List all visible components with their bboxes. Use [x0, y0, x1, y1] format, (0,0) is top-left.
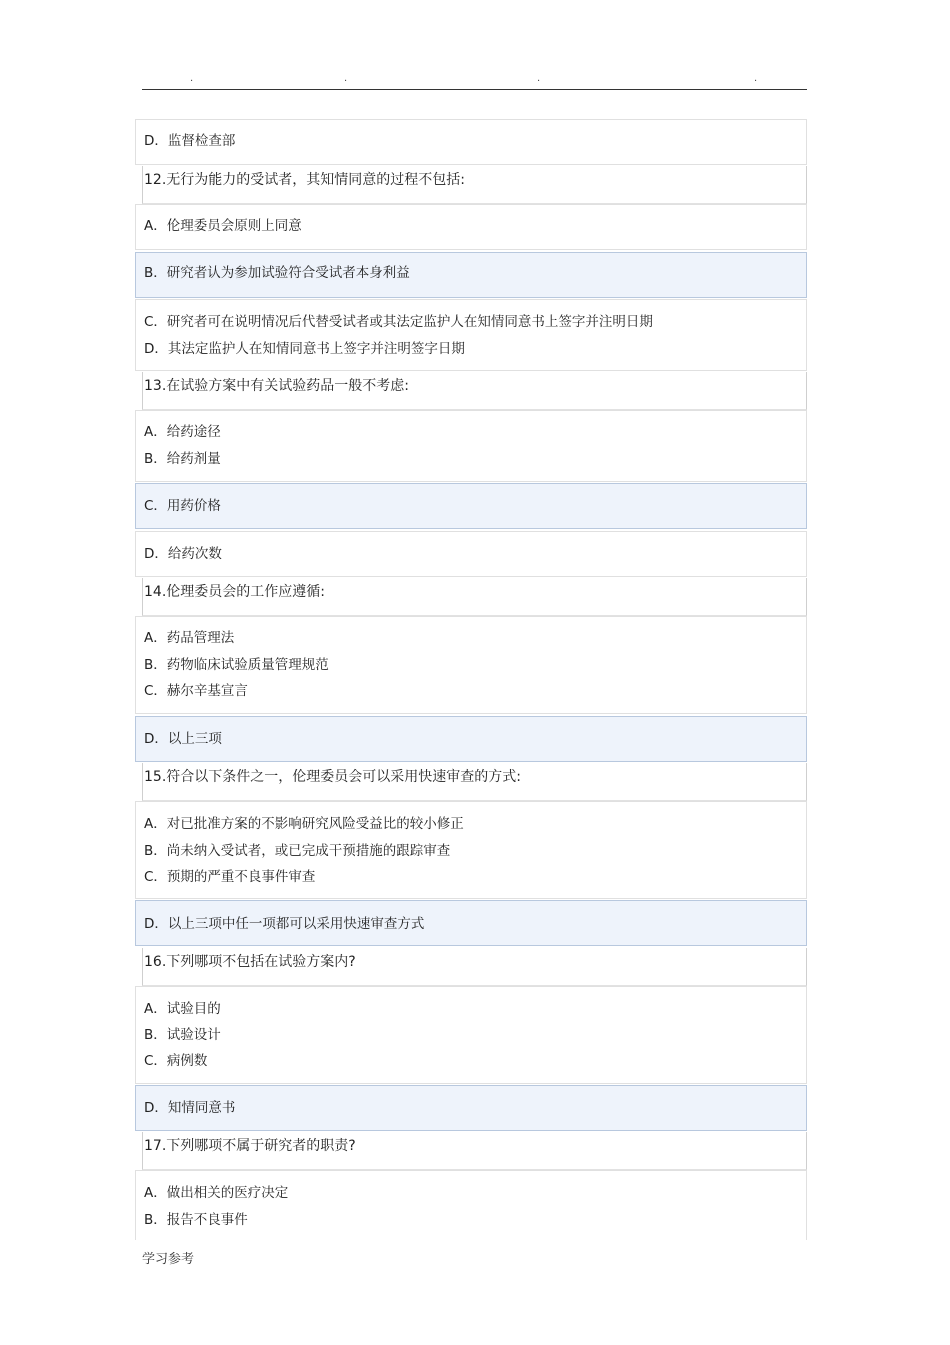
q15-option-box[interactable]: [135, 801, 807, 899]
q13-option-a[interactable]: A．给药途径: [144, 424, 221, 440]
q14-option-box[interactable]: [135, 616, 807, 714]
header-dot: .: [537, 73, 541, 84]
q13-option-c[interactable]: C．用药价格: [144, 498, 221, 514]
q17-title: 17.下列哪项不属于研究者的职责?: [142, 1132, 807, 1170]
q11-option-d[interactable]: D．监督检查部: [144, 133, 236, 149]
q13-option-box[interactable]: [135, 410, 807, 482]
q15-option-box-highlighted[interactable]: [135, 900, 807, 946]
q15-option-d[interactable]: D．以上三项中任一项都可以采用快速审查方式: [144, 916, 425, 932]
header-dot: .: [190, 73, 194, 84]
q16-title: 16.下列哪项不包括在试验方案内?: [142, 948, 807, 986]
q13-option-d[interactable]: D．给药次数: [144, 546, 222, 562]
q12-option-box[interactable]: [135, 204, 807, 250]
q12-option-a[interactable]: A．伦理委员会原则上同意: [144, 218, 302, 234]
page-footer: 学习参考: [142, 1252, 195, 1267]
q13-title: 13.在试验方案中有关试验药品一般不考虑:: [142, 372, 807, 410]
q16-option-box[interactable]: [135, 986, 807, 1084]
q14-option-b[interactable]: B．药物临床试验质量管理规范: [144, 657, 329, 673]
q15-option-b[interactable]: B．尚未纳入受试者，或已完成干预措施的跟踪审查: [144, 843, 451, 859]
q14-option-a[interactable]: A．药品管理法: [144, 630, 235, 646]
q12-option-d[interactable]: D．其法定监护人在知情同意书上签字并注明签字日期: [144, 341, 465, 357]
q14-title: 14.伦理委员会的工作应遵循:: [142, 578, 807, 616]
header-dot: .: [754, 73, 758, 84]
q12-option-box[interactable]: [135, 299, 807, 371]
q17-option-box[interactable]: [135, 1170, 807, 1240]
q12-option-b[interactable]: B．研究者认为参加试验符合受试者本身利益: [144, 265, 410, 281]
q12-option-box-highlighted[interactable]: [135, 252, 807, 298]
q17-option-b[interactable]: B．报告不良事件: [144, 1212, 248, 1228]
q13-option-box[interactable]: [135, 531, 807, 577]
q15-option-a[interactable]: A．对已批准方案的不影响研究风险受益比的较小修正: [144, 816, 464, 832]
q16-option-b[interactable]: B．试验设计: [144, 1027, 221, 1043]
q13-option-box-highlighted[interactable]: [135, 483, 807, 529]
q16-option-d[interactable]: D．知情同意书: [144, 1100, 236, 1116]
q12-option-c[interactable]: C．研究者可在说明情况后代替受试者或其法定监护人在知情同意书上签字并注明日期: [144, 314, 653, 330]
q14-option-d[interactable]: D．以上三项: [144, 731, 222, 747]
q12-title: 12.无行为能力的受试者，其知情同意的过程不包括:: [142, 166, 807, 204]
header-dot: .: [344, 73, 348, 84]
q11-option-box[interactable]: [135, 119, 807, 165]
q15-option-c[interactable]: C．预期的严重不良事件审查: [144, 869, 316, 885]
q16-option-a[interactable]: A．试验目的: [144, 1001, 221, 1017]
q14-option-c[interactable]: C．赫尔辛基宣言: [144, 683, 248, 699]
q13-option-b[interactable]: B．给药剂量: [144, 451, 221, 467]
q16-option-box-highlighted[interactable]: [135, 1085, 807, 1131]
page-header-dots: [142, 70, 807, 90]
q17-option-a[interactable]: A．做出相关的医疗决定: [144, 1185, 289, 1201]
header-rule: [142, 89, 807, 90]
q14-option-box-highlighted[interactable]: [135, 716, 807, 762]
q16-option-c[interactable]: C．病例数: [144, 1053, 208, 1069]
q15-title: 15.符合以下条件之一，伦理委员会可以采用快速审查的方式:: [142, 763, 807, 801]
